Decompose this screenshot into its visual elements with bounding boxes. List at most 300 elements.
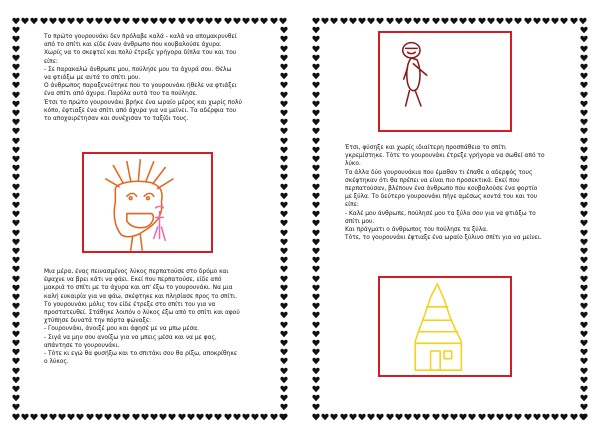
heart-icon [12,396,20,404]
heart-icon [12,148,20,156]
heart-icon [312,130,320,138]
house-drawing [380,278,510,375]
heart-icon [280,304,288,312]
heart-icon [12,19,20,27]
heart-icon [312,341,320,349]
heart-icon [312,212,320,220]
heart-icon [312,28,320,36]
heart-icon [104,10,112,18]
heart-icon [312,387,320,395]
heart-icon [12,10,20,18]
heart-icon [12,304,20,312]
heart-icon [358,406,366,414]
text-line: Το γουρουνάκι μόλις τον είδε έτρεξε στο σπίτι του για να [44,301,216,308]
heart-icon [12,111,20,119]
heart-icon [86,10,94,18]
heart-icon [580,203,588,211]
heart-icon [12,286,20,294]
heart-icon [280,38,288,46]
text-line: ένα σπίτι από άχυρα. Παρόλα αυτά του τα πούλησε. [44,91,198,98]
pig-drawing [84,154,211,251]
heart-icon [413,406,421,414]
heart-icon [280,47,288,55]
text-line: Και πράγματι ο άνθρωπος του πούλησε τα ξύλα. [345,227,488,234]
heart-icon [487,10,495,18]
heart-icon [12,166,20,174]
heart-icon [12,406,20,414]
heart-icon [12,277,20,285]
right-page [300,0,600,424]
heart-icon [12,341,20,349]
heart-icon [312,396,320,404]
heart-icon [12,249,20,257]
heart-icon [12,360,20,368]
heart-icon [12,231,20,239]
heart-icon [224,10,232,18]
heart-icon [580,130,588,138]
heart-icon [178,10,186,18]
heart-icon [505,406,513,414]
heart-icon [280,350,288,358]
heart-icon [150,406,158,414]
heart-icon [280,194,288,202]
heart-icon [58,406,66,414]
heart-icon [280,406,288,414]
heart-icon [12,194,20,202]
heart-icon [58,10,66,18]
heart-icon [280,56,288,64]
heart-icon [312,47,320,55]
heart-icon [478,10,486,18]
text-line: - Σιγά να μην σου ανοίξω για να μπεις μέσα και να με φας, [44,334,217,341]
heart-icon [533,10,541,18]
heart-icon [12,139,20,147]
heart-icon [270,10,278,18]
heart-icon [49,406,57,414]
heart-icon [122,10,130,18]
heart-icon [12,38,20,46]
pig-drawing-frame [82,152,213,253]
heart-icon [76,406,84,414]
heart-icon [312,19,320,27]
heart-icon [312,38,320,46]
heart-icon [580,396,588,404]
heart-icon [422,10,430,18]
heart-icon [280,249,288,257]
heart-icon [280,28,288,36]
heart-icon [312,102,320,110]
heart-icon [542,10,550,18]
heart-icon [312,148,320,156]
heart-icon [312,203,320,211]
heart-icon [340,10,348,18]
heart-icon [580,28,588,36]
heart-icon [12,74,20,82]
heart-icon [580,360,588,368]
heart-icon [40,406,48,414]
heart-icon [12,314,20,322]
heart-icon [580,314,588,322]
heart-icon [67,10,75,18]
heart-icon [280,148,288,156]
heart-icon [12,258,20,266]
heart-icon [312,65,320,73]
heart-icon [468,406,476,414]
heart-icon [514,406,522,414]
text-line: - Γουρουνάκι, άνοιξέ μου και άφησέ με να μπω μέσα. [44,326,200,333]
heart-icon [280,185,288,193]
heart-icon [505,10,513,18]
heart-icon [330,406,338,414]
heart-icon [280,120,288,128]
text-line: μακριά το σπίτι με τα άχυρα και απ' έξω το γουρουνάκι. Να μια [44,285,233,292]
heart-icon [580,74,588,82]
heart-icon [386,10,394,18]
heart-icon [312,258,320,266]
heart-icon [233,406,241,414]
heart-icon [312,56,320,64]
heart-icon [214,406,222,414]
heart-icon [468,10,476,18]
heart-icon [413,10,421,18]
heart-icon [312,185,320,193]
heart-icon [280,231,288,239]
heart-icon [312,10,320,18]
heart-icon [187,10,195,18]
heart-icon [280,323,288,331]
heart-icon [579,10,587,18]
heart-icon [280,176,288,184]
heart-icon [312,304,320,312]
heart-icon [580,323,588,331]
heart-icon [312,111,320,119]
figure-drawing-frame [378,31,512,132]
heart-icon [280,139,288,147]
heart-icon [187,406,195,414]
heart-icon [280,19,288,27]
text-line: - Καλέ μου άνθρωπε, πούλησέ μου τα ξύλα σου για να φτιάξω το [345,210,536,217]
heart-icon [141,406,149,414]
heart-icon [280,396,288,404]
heart-icon [104,406,112,414]
heart-icon [580,176,588,184]
heart-icon [312,268,320,276]
heart-icon [21,10,29,18]
heart-icon [214,10,222,18]
heart-icon [12,176,20,184]
heart-icon [580,231,588,239]
text-line: Χωρίς να το σκεφτεί και πολύ έτρεξε γρήγορα δίπλα του και του [44,50,237,57]
heart-icon [280,286,288,294]
heart-icon [312,406,320,414]
heart-icon [280,369,288,377]
heart-icon [12,378,20,386]
heart-icon [280,65,288,73]
heart-icon [330,10,338,18]
heart-icon [280,268,288,276]
heart-icon [570,406,578,414]
heart-icon [321,406,329,414]
heart-icon [12,120,20,128]
left-page [0,0,300,424]
heart-icon [280,93,288,101]
heart-icon [12,130,20,138]
heart-icon [280,387,288,395]
heart-icon [404,406,412,414]
heart-icon [49,10,57,18]
heart-icon [312,406,320,414]
text-line: Ο άνθρωπος παραξενεύτηκε που το γουρουνάκι ήθελε να φτιάξει [44,83,237,90]
heart-icon [159,406,167,414]
heart-icon [459,406,467,414]
heart-icon [12,268,20,276]
heart-icon [205,406,213,414]
heart-icon [280,74,288,82]
heart-icon [580,56,588,64]
heart-icon [580,268,588,276]
heart-icon [580,102,588,110]
heart-icon [312,84,320,92]
heart-icon [580,47,588,55]
heart-icon [224,406,232,414]
text-line: Μια μέρα, ένας πεινασμένος λύκος περπατούσε στο δρόμο και [44,269,229,275]
heart-icon [570,10,578,18]
heart-icon [376,406,384,414]
heart-icon [113,406,121,414]
heart-icon [279,10,287,18]
heart-icon [12,47,20,55]
heart-icon [312,323,320,331]
heart-icon [432,10,440,18]
heart-icon [280,222,288,230]
text-line: σκέφτηκαν ότι θα πρέπει να είναι πιο προσεκτικά. Εκεί που [345,177,520,184]
heart-icon [312,350,320,358]
heart-icon [260,10,268,18]
heart-icon [312,139,320,147]
heart-icon [349,406,357,414]
heart-icon [496,406,504,414]
heart-icon [487,406,495,414]
heart-icon [12,406,20,414]
heart-icon [312,249,320,257]
heart-icon [12,93,20,101]
heart-icon [196,10,204,18]
heart-icon [358,10,366,18]
heart-icon [580,19,588,27]
text-line: είπε: [345,202,359,209]
heart-icon [312,378,320,386]
heart-icon [251,10,259,18]
heart-icon [280,360,288,368]
text-line: προστατευθεί. Στάθηκε λοιπόν ο λύκος έξω από το σπίτι και αφού [44,310,240,317]
heart-icon [40,10,48,18]
heart-icon [242,406,250,414]
text-line: με ξύλα. Το δεύτερο γουρουνάκι πήγε αμέσως κοντά του και του [345,194,538,201]
heart-icon [551,406,559,414]
text-line: σπίτι μου. [345,218,375,225]
text-line: Το πρώτο γουρουνάκι δεν πρόλαβε καλά - καλά να απομακρυνθεί [44,34,237,40]
heart-icon [560,406,568,414]
text-line: από το σπίτι και είδε έναν άνθρωπο που κουβαλούσε άχυρα. [44,42,222,49]
heart-icon [12,369,20,377]
heart-icon [12,222,20,230]
heart-icon [12,332,20,340]
heart-icon [367,10,375,18]
heart-icon [580,111,588,119]
heart-icon [312,295,320,303]
heart-icon [113,10,121,18]
heart-icon [280,157,288,165]
heart-icon [478,406,486,414]
heart-icon [580,277,588,285]
text-line: γκρεμίστηκε. Τότε το γουρουνάκι έτρεξε γρήγορα να σωθεί από το [345,153,545,160]
heart-icon [21,406,29,414]
heart-icon [312,176,320,184]
heart-icon [441,10,449,18]
heart-icon [312,332,320,340]
text-line: Έτσι το πρώτο γουρουνάκι βρήκε ένα ωραίο μέρος και χωρίς πολύ [44,99,242,106]
heart-icon [12,28,20,36]
heart-icon [580,148,588,156]
heart-icon [312,277,320,285]
heart-icon [280,332,288,340]
heart-icon [312,222,320,230]
text-line: έψαχνε να βρει κάτι να φάει. Εκεί που περπατούσε, είδε από [44,277,222,284]
heart-icon [12,102,20,110]
heart-icon [386,406,394,414]
text-line: λύκο. [345,161,361,168]
text-line: ο λύκος. [44,359,69,366]
heart-icon [150,10,158,18]
heart-icon [580,185,588,193]
text-line: χτύπησε δυνατά την πόρτα φώναξε: [44,318,151,325]
house-drawing-frame [378,276,512,377]
heart-icon [280,314,288,322]
heart-icon [312,166,320,174]
text-line: κόπο, έφτιαξε ένα σπίτι από άχυρα για να μείνει. Τα αδέρφια του [44,107,237,114]
heart-icon [280,277,288,285]
heart-icon [514,10,522,18]
left-top-text [44,33,258,123]
heart-icon [132,406,140,414]
heart-icon [141,10,149,18]
heart-icon [312,157,320,165]
heart-icon [251,406,259,414]
heart-icon [280,212,288,220]
heart-icon [12,240,20,248]
heart-icon [280,166,288,174]
heart-icon [205,10,213,18]
heart-icon [580,93,588,101]
heart-icon [12,65,20,73]
heart-icon [95,406,103,414]
heart-icon [280,240,288,248]
heart-icon [580,120,588,128]
heart-icon [30,10,38,18]
text-line: Έτσι, φύσηξε και χωρίς ιδιαίτερη προσπάθεια το σπίτι [345,145,507,151]
heart-icon [12,350,20,358]
heart-icon [542,406,550,414]
text-line: να φτιάξω με αυτά το σπίτι μου. [44,75,141,82]
heart-icon [260,406,268,414]
heart-icon [86,406,94,414]
heart-icon [67,406,75,414]
heart-icon [459,10,467,18]
heart-icon [551,10,559,18]
heart-icon [376,10,384,18]
heart-icon [270,406,278,414]
heart-icon [242,10,250,18]
heart-icon [580,222,588,230]
text-line: απάντησε το γουρουνάκι. [44,342,120,349]
heart-icon [580,157,588,165]
heart-icon [580,212,588,220]
heart-icon [76,10,84,18]
heart-icon [312,240,320,248]
heart-icon [196,406,204,414]
heart-icon [280,258,288,266]
heart-icon [12,387,20,395]
heart-icon [580,258,588,266]
heart-icon [580,350,588,358]
text-line: Τα άλλα δύο γουρουνάκια που έμαθαν τι έπαθε ο αδερφός τους [345,169,533,176]
right-middle-text [345,144,559,242]
heart-icon [178,406,186,414]
heart-icon [279,406,287,414]
heart-icon [580,65,588,73]
heart-icon [580,139,588,147]
heart-icon [524,406,532,414]
heart-icon [280,130,288,138]
heart-icon [580,369,588,377]
heart-icon [395,406,403,414]
heart-icon [280,111,288,119]
heart-icon [312,286,320,294]
heart-icon [496,10,504,18]
heart-icon [580,249,588,257]
heart-icon [280,295,288,303]
heart-icon [321,10,329,18]
heart-icon [580,295,588,303]
heart-icon [12,323,20,331]
heart-icon [312,120,320,128]
heart-icon [580,304,588,312]
heart-icon [432,406,440,414]
heart-icon [580,38,588,46]
heart-icon [95,10,103,18]
heart-icon [168,10,176,18]
heart-icon [580,341,588,349]
heart-icon [580,286,588,294]
heart-icon [12,84,20,92]
heart-icon [312,360,320,368]
heart-icon [312,231,320,239]
heart-icon [12,203,20,211]
text-line: καλή ευκαιρία για να φάω, σκέφτηκε και πλησίασε προς το σπίτι. [44,293,237,300]
left-bottom-text [44,268,258,366]
heart-icon [450,10,458,18]
heart-icon [404,10,412,18]
heart-icon [580,406,588,414]
heart-icon [580,166,588,174]
heart-icon [280,84,288,92]
heart-icon [580,387,588,395]
heart-icon [280,378,288,386]
text-line: - Τότε κι εγώ θα φυσήξω και το σπιτάκι σου θα ρίξω, αποκρίθηκε [44,351,238,358]
heart-icon [579,406,587,414]
heart-icon [349,10,357,18]
heart-icon [450,406,458,414]
